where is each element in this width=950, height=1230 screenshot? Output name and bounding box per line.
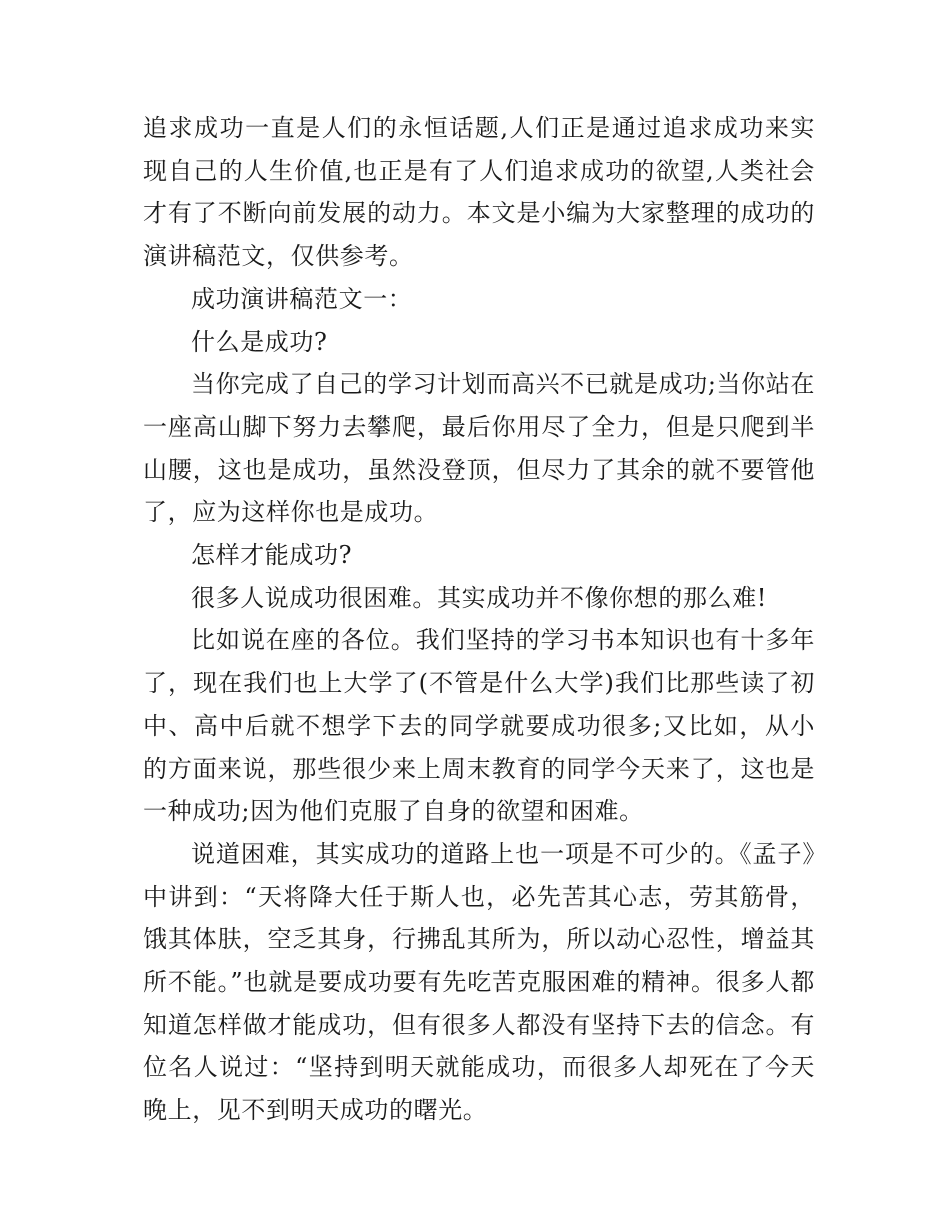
section-heading: 成功演讲稿范文一： — [191, 284, 413, 313]
body-paragraph: 当你完成了自己的学习计划而高兴不已就是成功;当你站在一座高山脚下努力去攀爬，最后你用尽了全力，但是只爬到半山腰，这也是成功，虽然没登顶，但尽力了其余的就不要管他了，应为这样你也是成功。 — [143, 370, 815, 527]
question-heading: 怎样才能成功? — [191, 541, 353, 570]
document-body — [143, 107, 815, 1132]
body-paragraph: 比如说在座的各位。我们坚持的学习书本知识也有十多年了，现在我们也上大学了(不管是什么大学)我们比那些读了初中、高中后就不想学下去的同学就要成功很多;又比如，从小的方面来说，那些很少来上周末教育的同学今天来了，这也是一种成功;因为他们克服了自身的欲望和困难。 — [143, 626, 815, 826]
intro-paragraph: 追求成功一直是人们的永恒话题,人们正是通过追求成功来实现自己的人生价值,也正是有了人们追求成功的欲望,人类社会才有了不断向前发展的动力。本文是小编为大家整理的成功的演讲稿范文，仅供参考。 — [143, 114, 815, 271]
body-paragraph: 很多人说成功很困难。其实成功并不像你想的那么难! — [191, 583, 768, 612]
question-heading: 什么是成功? — [191, 327, 328, 356]
body-paragraph: 说道困难，其实成功的道路上也一项是不可少的。《孟子》中讲到：“天将降大任于斯人也，必先苦其心志，劳其筋骨，饿其体肤，空乏其身，行拂乱其所为，所以动心忍性，增益其所不能。”也就是要成功要有先吃苦克服困难的精神。很多人都知道怎样做才能成功，但有很多人都没有坚持下去的信念。有位名人说过：“坚持到明天就能成功，而很多人却死在了今天晚上，见不到明天成功的曙光。 — [143, 839, 815, 1125]
